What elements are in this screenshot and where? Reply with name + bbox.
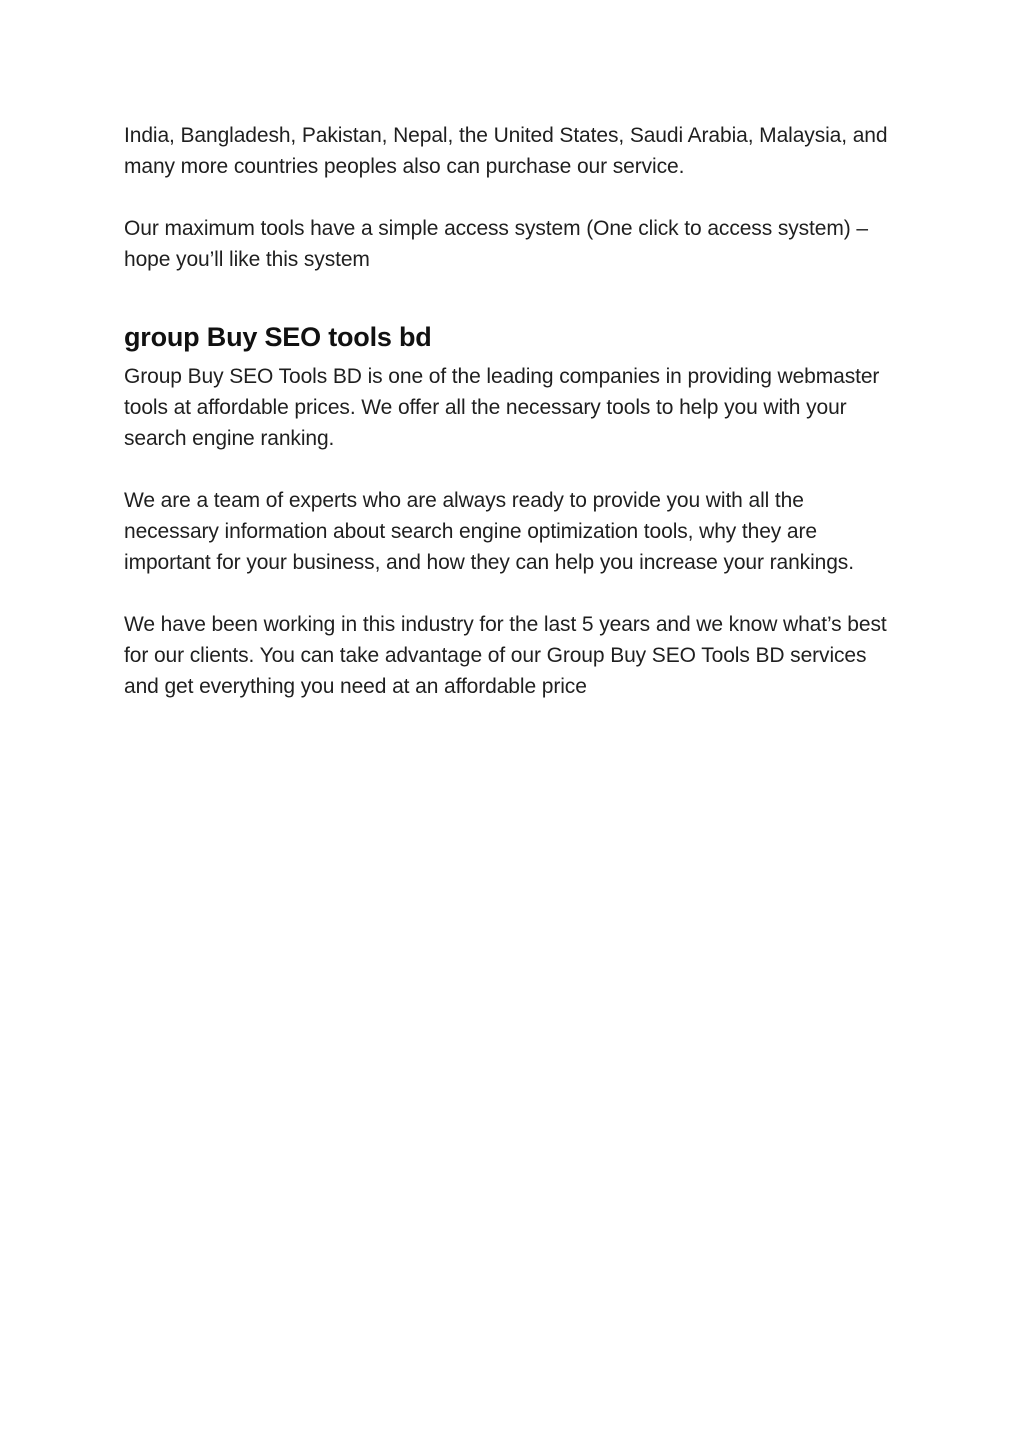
section-paragraph-experience: We have been working in this industry for the last 5 years and we know what’s best for our clients. You can take advantage of our Group Buy SEO Tools BD services and get everything you need at an affordable price [124,613,887,698]
intro-paragraph-access-system: Our maximum tools have a simple access system (One click to access system) – hope you’ll like this system [124,217,868,271]
section-paragraph-team: We are a team of experts who are always ready to provide you with all the necessary information about search engine optimization tools, why they are important for your business, and how they can help you increase your rankings. [124,489,854,574]
section-heading: group Buy SEO tools bd [124,322,432,352]
section-paragraph-about: Group Buy SEO Tools BD is one of the leading companies in providing webmaster tools at affordable prices. We offer all the necessary tools to help you with your search engine ranking. [124,365,880,450]
document-page [124,120,904,702]
intro-paragraph-countries: India, Bangladesh, Pakistan, Nepal, the United States, Saudi Arabia, Malaysia, and many more countries peoples also can purchase our service. [124,124,888,178]
